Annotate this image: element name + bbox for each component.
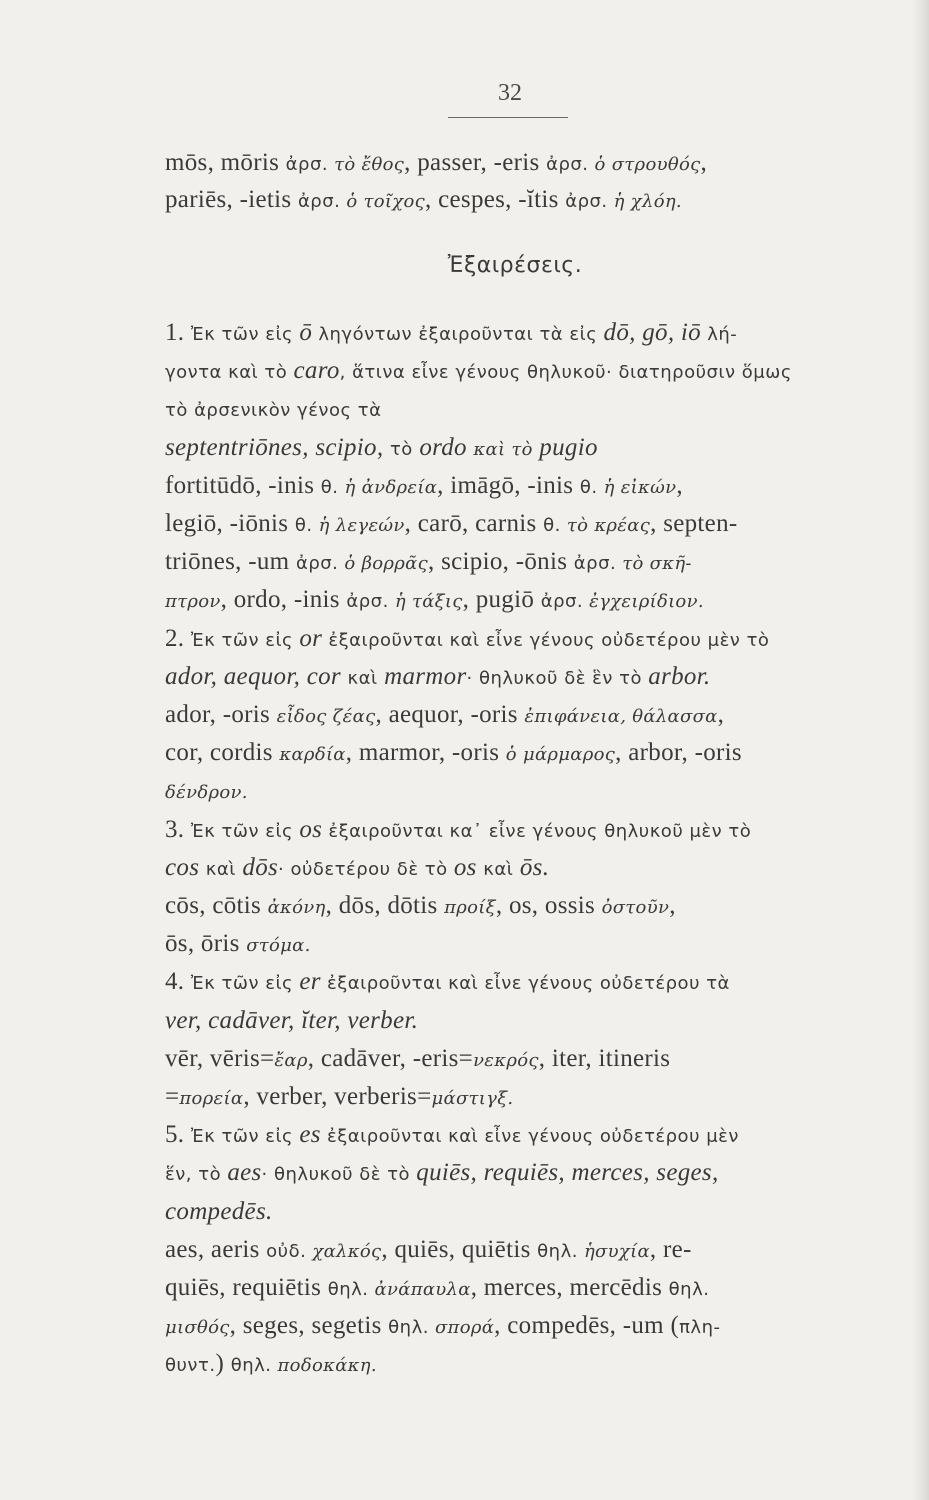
text-run: ) xyxy=(215,1350,231,1377)
text-run: · οὐδετέρου δὲ τὸ xyxy=(278,859,454,880)
text-run: , merces, mercēdis xyxy=(470,1274,669,1301)
body-line xyxy=(165,624,875,656)
text-run: πορεία xyxy=(179,1088,244,1109)
top-line xyxy=(165,185,875,217)
text-run: τὸ xyxy=(389,439,413,460)
body-line xyxy=(165,738,875,770)
text-run: ὀστοῦν xyxy=(601,897,670,918)
text-run: , cespes, -ĭtis xyxy=(425,186,566,213)
section-heading: Ἐξαιρέσεις. xyxy=(447,253,583,278)
text-run: σπορά xyxy=(428,1317,495,1338)
text-run: ἡ τάξις xyxy=(388,591,463,612)
text-run: legiō, -iōnis xyxy=(165,510,295,537)
text-run: Ἐκ τῶν εἰς xyxy=(190,821,300,842)
text-run: , carō, carnis xyxy=(404,510,544,537)
text-run: ἡ λεγεών xyxy=(312,515,405,536)
text-run: τὸ κρέας xyxy=(560,515,651,536)
text-run: 5. xyxy=(165,1121,191,1148)
text-run: Ἐκ τῶν εἰς xyxy=(190,324,300,345)
text-run: προίξ xyxy=(444,897,496,918)
text-run: os xyxy=(453,854,484,881)
text-run: ληγόντων ἐξαιροῦνται τὰ εἰς xyxy=(312,324,604,345)
text-run: ador, aequor, cor xyxy=(165,663,348,690)
text-run: τὸ σκῆ- xyxy=(616,553,692,574)
body-line xyxy=(165,471,875,503)
text-run: caro xyxy=(293,357,340,384)
text-run: ἀρσ. xyxy=(295,553,339,574)
text-run: τὸ ἔθος xyxy=(328,154,405,175)
text-run: septentriōnes, scipio, xyxy=(165,434,390,461)
body-line xyxy=(165,853,875,885)
text-run: ἐξαιροῦνται καὶ εἶνε γένους οὐδετέρου μὲν τὸ xyxy=(322,630,770,651)
body-line xyxy=(165,1082,875,1114)
text-run: ἐξαιροῦνται καὶ εἶνε γένους οὐδετέρου τὰ xyxy=(320,973,730,994)
text-run: ōs, ōris xyxy=(165,930,247,957)
text-run: ἔαρ xyxy=(274,1050,308,1071)
text-run: ἡ εἰκών xyxy=(597,477,677,498)
body-line xyxy=(165,509,875,541)
text-run: Ἐκ τῶν εἰς xyxy=(190,1126,300,1147)
text-run: pugio xyxy=(532,434,598,461)
text-run: cōs, cōtis xyxy=(165,892,268,919)
text-run: ἀρσ. xyxy=(546,154,589,175)
text-run: , ἅτινα εἶνε γένους θηλυκοῦ· διατηροῦσιν ὅμως xyxy=(339,362,792,383)
body-line xyxy=(165,1349,875,1381)
text-run: , os, ossis xyxy=(495,892,602,919)
text-run: pariēs, -ietis xyxy=(165,186,298,213)
page-edge-shadow xyxy=(911,0,929,1500)
text-run: 1. xyxy=(165,319,191,346)
text-run: dōs xyxy=(235,854,279,881)
text-run: ἀρσ. xyxy=(565,191,608,212)
text-run: compedēs. xyxy=(165,1198,273,1225)
text-run: θυντ. xyxy=(165,1355,216,1376)
text-run: ordo xyxy=(412,434,474,461)
text-run: = xyxy=(165,1083,180,1110)
text-run: , xyxy=(700,149,708,176)
text-run: aes, aeris xyxy=(165,1236,267,1263)
text-run: ὁ μάρμαρος xyxy=(505,744,616,765)
text-run: es xyxy=(299,1121,321,1148)
text-run: , seges, segetis xyxy=(229,1312,389,1339)
text-run: , scipio, -ōnis xyxy=(428,548,574,575)
text-run: θηλ. xyxy=(388,1317,429,1338)
text-run: ἀκόνη xyxy=(267,897,326,918)
text-run: νεκρός xyxy=(473,1050,539,1071)
body-line xyxy=(165,547,875,579)
text-run: ποδοκάκη. xyxy=(271,1355,377,1376)
text-run: θηλ. xyxy=(327,1279,369,1300)
body-line xyxy=(165,662,875,694)
text-run: θηλ. xyxy=(537,1241,578,1262)
text-run: vēr, vēris= xyxy=(165,1045,275,1072)
text-run: triōnes, -um xyxy=(165,548,296,575)
text-run: fortitūdō, -inis xyxy=(165,472,321,499)
body-line xyxy=(165,1044,875,1076)
text-run: er xyxy=(299,968,321,995)
text-run: marmor xyxy=(377,663,467,690)
text-run: · θηλυκοῦ δὲ ἓν τὸ xyxy=(466,668,649,689)
text-run: χαλκός xyxy=(306,1241,382,1262)
text-run: , xyxy=(669,892,676,919)
body-line xyxy=(165,394,875,426)
text-run: , arbor, -oris xyxy=(615,739,742,766)
text-run: , marmor, -oris xyxy=(345,739,506,766)
text-run: ἀρσ. xyxy=(285,154,329,175)
text-run: καὶ xyxy=(347,668,378,689)
text-run: , verber, verberis= xyxy=(243,1083,432,1110)
text-run: ὁ στρουθός xyxy=(588,154,701,175)
body-line xyxy=(165,585,875,617)
text-run: cos xyxy=(165,854,206,881)
text-run: ἀνάπαυλα xyxy=(368,1279,471,1300)
text-run: , quiēs, quiētis xyxy=(381,1236,538,1263)
text-run: Ἐκ τῶν εἰς xyxy=(190,973,300,994)
text-run: ōs. xyxy=(513,854,550,881)
text-run: , pugiō xyxy=(462,586,541,613)
text-run: , imāgō, -inis xyxy=(437,472,580,499)
text-run: ō xyxy=(299,319,313,346)
text-run: δένδρον. xyxy=(165,782,248,803)
text-run: cor, cordis xyxy=(165,739,280,766)
text-run: ἀρσ. xyxy=(540,591,584,612)
text-run: καὶ xyxy=(483,859,514,880)
text-run: ἡ ἀνδρεία xyxy=(338,477,438,498)
text-run: πλη- xyxy=(679,1317,721,1338)
body-line xyxy=(165,929,875,961)
body-line xyxy=(165,776,875,808)
text-run: 2. xyxy=(165,625,191,652)
body-line xyxy=(165,1158,875,1190)
text-run: , xyxy=(676,472,683,499)
body-line xyxy=(165,1006,875,1036)
text-run: ὁ τοῖχος xyxy=(340,191,426,212)
text-run: or xyxy=(299,625,323,652)
body-line xyxy=(165,891,875,923)
text-run: μισθός xyxy=(165,1317,230,1338)
text-run: , septen- xyxy=(650,510,738,537)
text-run: ἡσυχία xyxy=(577,1241,650,1262)
text-run: θ. xyxy=(294,515,313,536)
body-line xyxy=(165,967,875,999)
text-run: θ. xyxy=(579,477,598,498)
text-run: ἐξαιροῦνται κα᾿ εἶνε γένους θηλυκοῦ μὲν τὸ xyxy=(322,821,752,842)
page-number: 32 xyxy=(498,80,522,106)
text-run: καρδία xyxy=(279,744,346,765)
text-run: os xyxy=(299,816,323,843)
text-run: στόμα. xyxy=(246,935,311,956)
text-run: ador, -oris xyxy=(165,701,277,728)
text-run: , re- xyxy=(649,1236,692,1263)
text-run: ἐξαιροῦνται καὶ εἶνε γένους οὐδετέρου μὲν xyxy=(320,1126,739,1147)
text-run: ἕν, τὸ xyxy=(165,1164,228,1185)
text-run: πτρον xyxy=(165,591,221,612)
text-run: θηλ. xyxy=(668,1279,710,1300)
text-run: , passer, -eris xyxy=(404,149,547,176)
text-run: dō, gō, iō xyxy=(603,319,701,346)
text-run: , iter, itineris xyxy=(538,1045,671,1072)
text-run: quiēs, requiēs, merces, seges, xyxy=(416,1159,719,1186)
body-line xyxy=(165,433,875,465)
text-run: · θηλυκοῦ δὲ τὸ xyxy=(261,1164,417,1185)
body-line xyxy=(165,1311,875,1343)
text-run: θ. xyxy=(320,477,339,498)
text-run: Ἐκ τῶν εἰς xyxy=(190,630,300,651)
text-run: , dōs, dōtis xyxy=(325,892,445,919)
text-run: ἀρσ. xyxy=(573,553,617,574)
text-run: θηλ. xyxy=(230,1355,272,1376)
text-run: aes xyxy=(227,1159,262,1186)
text-run: οὐδ. xyxy=(266,1241,307,1262)
text-run: , compedēs, -um ( xyxy=(494,1312,680,1339)
text-run: 3. xyxy=(165,816,191,843)
text-run: , aequor, -oris xyxy=(375,701,525,728)
body-line xyxy=(165,1273,875,1305)
text-run: ἐπιφάνεια, θάλασσα xyxy=(524,706,718,727)
text-run: ἀρσ. xyxy=(346,591,389,612)
body-line xyxy=(165,356,875,388)
text-run: , cadāver, -eris= xyxy=(307,1045,474,1072)
body-line xyxy=(165,1197,875,1227)
text-run: λή- xyxy=(700,324,738,345)
text-run: μάστιγξ. xyxy=(431,1088,514,1109)
text-run: γοντα καὶ τὸ xyxy=(165,362,294,383)
text-run: arbor. xyxy=(648,663,711,690)
text-run: ver, cadāver, ĭter, verber. xyxy=(165,1007,419,1034)
body-line xyxy=(165,815,875,847)
text-run: καὶ τὸ xyxy=(473,439,533,460)
text-run: quiēs, requiētis xyxy=(165,1274,328,1301)
text-run: , ordo, -inis xyxy=(220,586,347,613)
text-run: ἡ χλόη. xyxy=(607,191,682,212)
body-line xyxy=(165,1120,875,1152)
text-run: ὁ βορρᾶς xyxy=(338,553,429,574)
body-line xyxy=(165,700,875,732)
body-line xyxy=(165,1235,875,1267)
page-number-rule xyxy=(448,117,568,118)
text-run: θ. xyxy=(543,515,561,536)
text-run: εἶδος ζέας xyxy=(276,706,376,727)
body-line xyxy=(165,318,875,350)
text-run: mōs, mōris xyxy=(165,149,286,176)
top-line xyxy=(165,148,875,180)
text-run: ἐγχειρίδιον. xyxy=(583,591,704,612)
text-run: τὸ ἀρσενικὸν γένος τὰ xyxy=(165,400,382,421)
text-run: καὶ xyxy=(205,859,236,880)
text-run: 4. xyxy=(165,968,191,995)
text-run: , xyxy=(717,701,725,728)
text-run: ἀρσ. xyxy=(297,191,341,212)
